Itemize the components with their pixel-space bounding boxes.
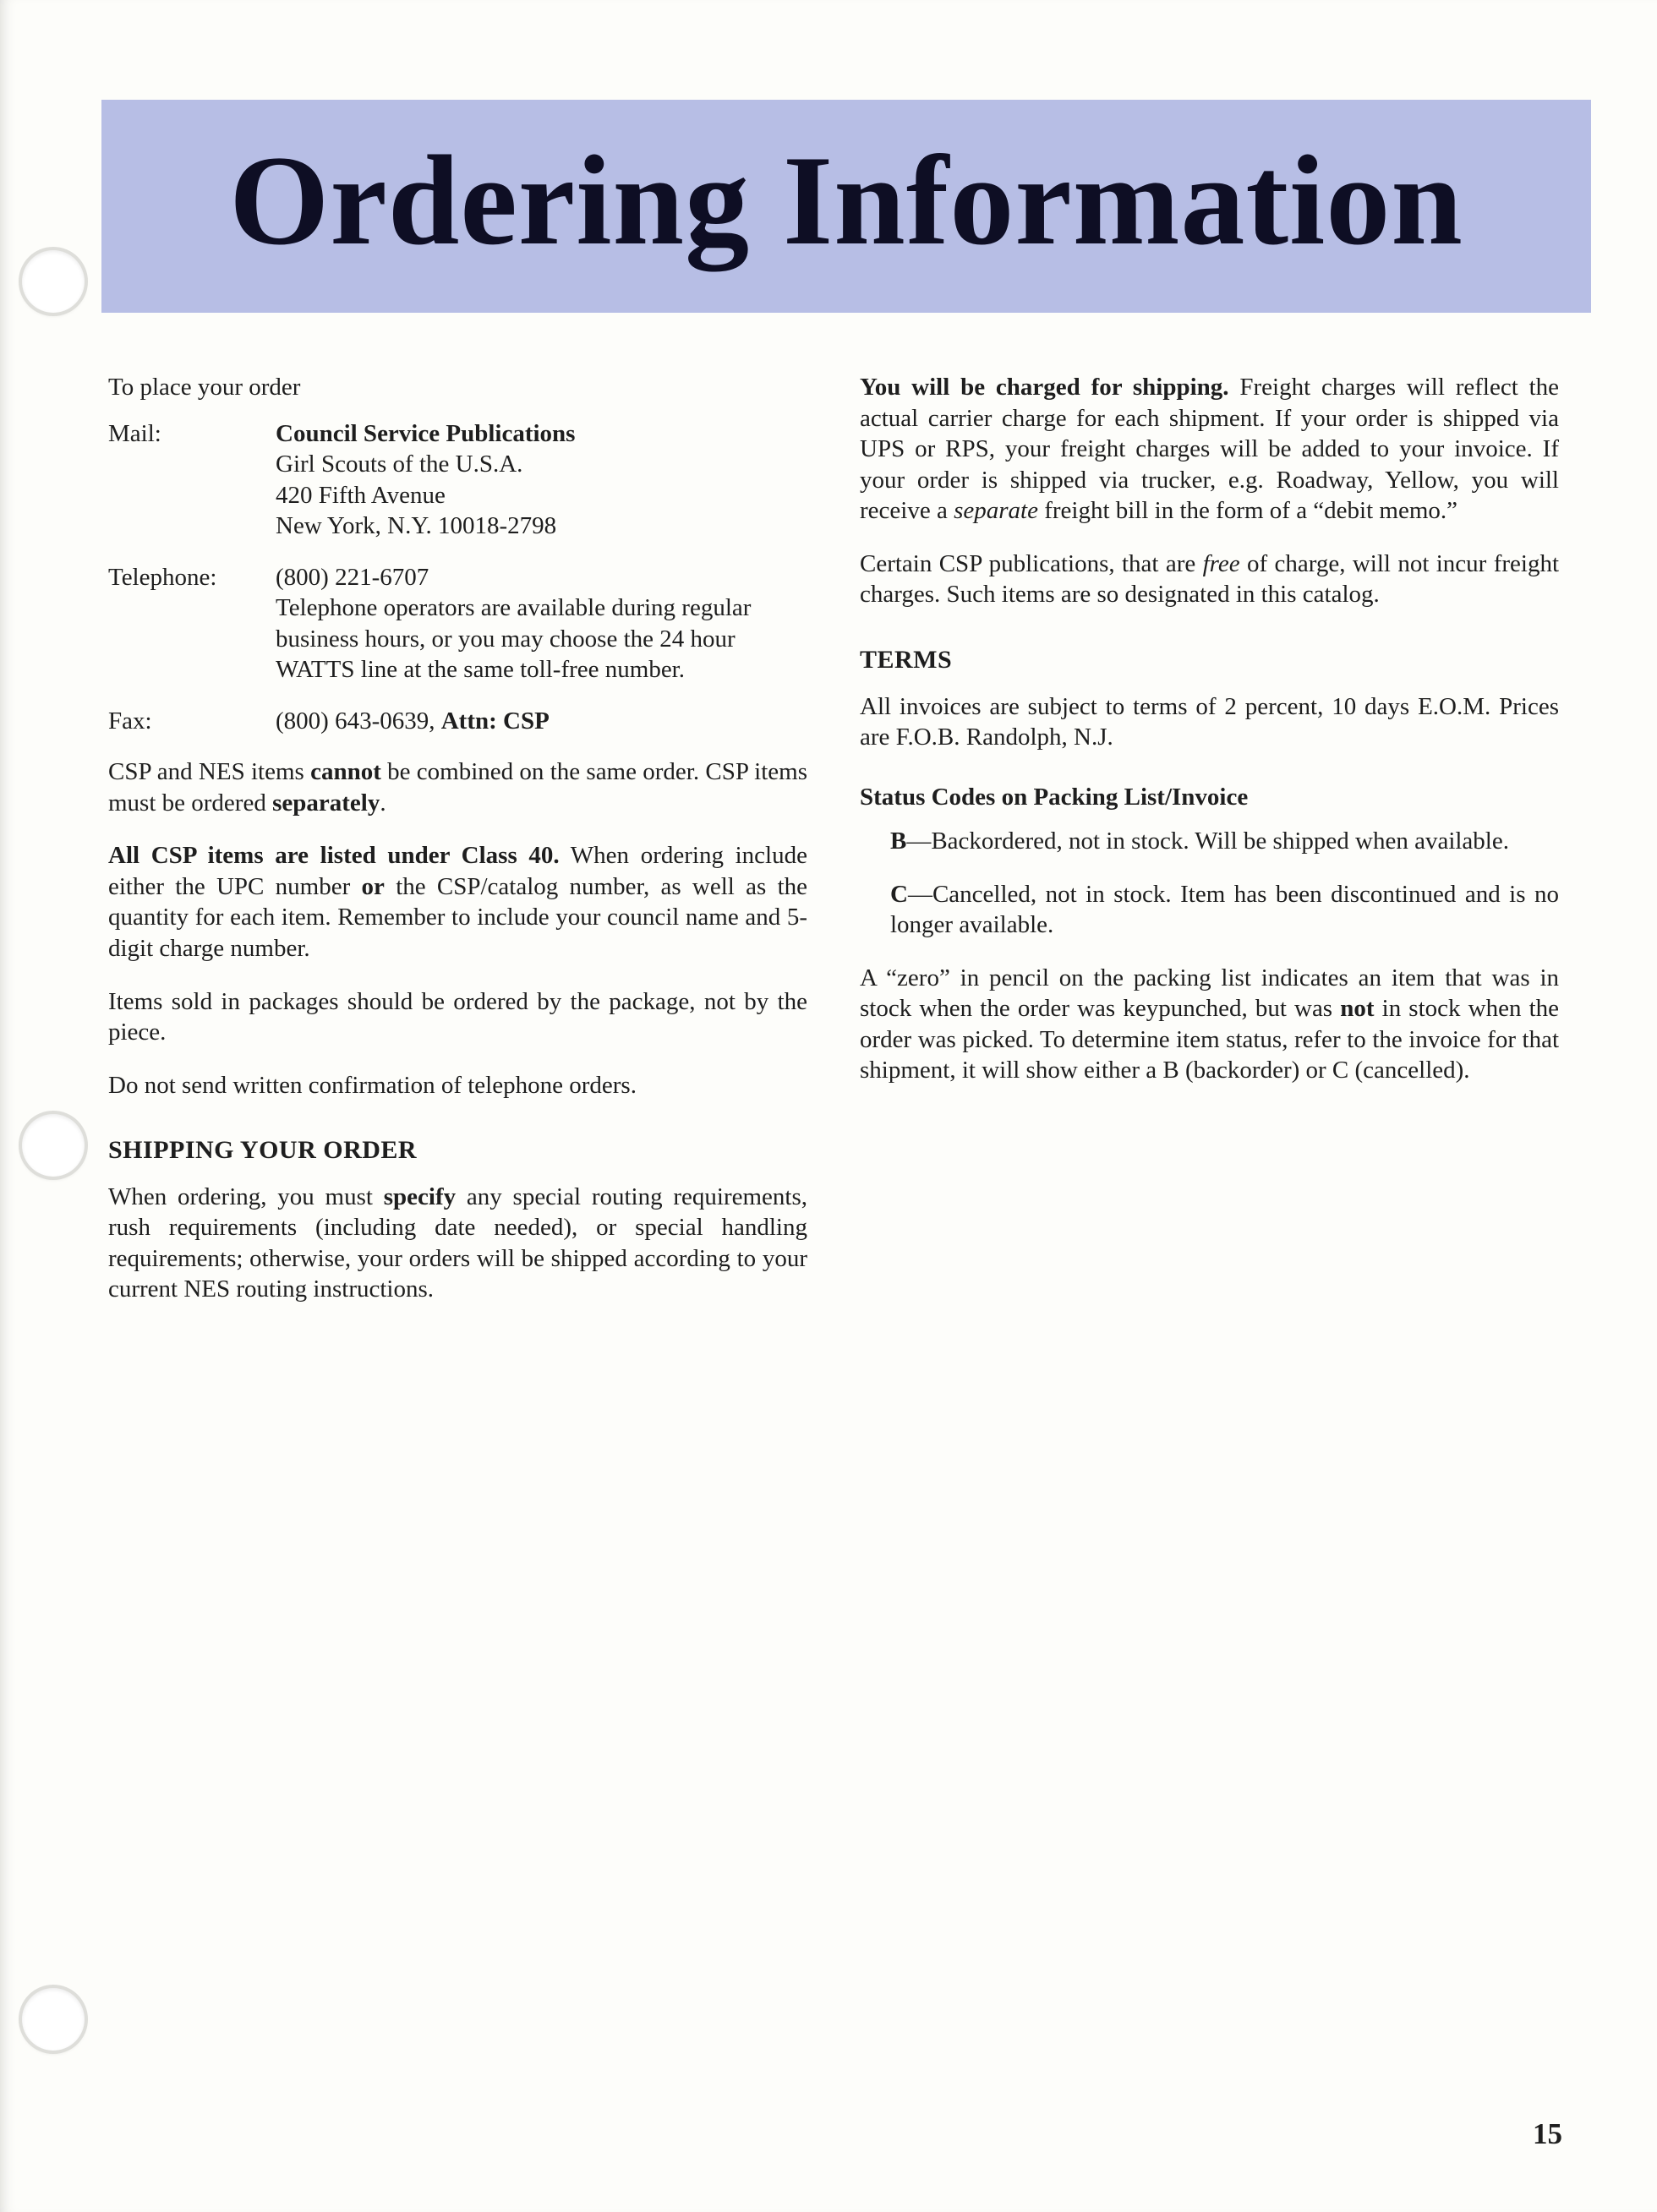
right-column <box>860 372 1559 1327</box>
mail-label: Mail: <box>108 419 161 447</box>
telephone-label: Telephone: <box>108 563 217 591</box>
status-codes-heading: Status Codes on Packing List/Invoice <box>860 783 1249 811</box>
telephone-row <box>108 562 807 685</box>
fax-label: Fax: <box>108 707 152 735</box>
paragraph-confirmation: Do not send written confirmation of telephone orders. <box>108 1071 637 1099</box>
paragraph-charged-shipping: You will be charged for shipping. Freight charges will reflect the actual carrier charge for each shipment. If your order is shipped via UPS or RPS, your freight charges will be added to your invoice. If your order is shipped via trucker, e.g. Roadway, Yellow, you will receive a separate freight bill in the form of a “debit memo.” <box>860 374 1559 525</box>
page-number: 15 <box>1533 2117 1562 2150</box>
paragraph-free-publications: Certain CSP publications, that are free of charge, will not incur freight charges. Such items are so designated in this catalog. <box>860 549 1559 609</box>
paragraph-packages: Items sold in packages should be ordered by the package, not by the piece. <box>108 987 807 1046</box>
paragraph-class40: All CSP items are listed under Class 40. When ordering include either the UPC number or the CSP/catalog number, as well as the quantity for each item. Remember to include your council name and 5-digit charge number. <box>108 842 807 962</box>
mail-value <box>276 418 807 542</box>
status-code-b: B—Backordered, not in stock. Will be shipped when available. <box>890 827 1509 855</box>
fax-value: (800) 643-0639, Attn: CSP <box>276 707 550 735</box>
paragraph-csp-nes: CSP and NES items cannot be combined on the same order. CSP items must be ordered separately. <box>108 758 807 817</box>
intro-line: To place your order <box>108 374 301 401</box>
status-code-c: C—Cancelled, not in stock. Item has been discontinued and is no longer available. <box>890 880 1559 939</box>
mail-address-line: Girl Scouts of the U.S.A. <box>276 451 523 478</box>
fax-row <box>108 706 807 737</box>
paragraph-shipping: When ordering, you must specify any special routing requirements, rush requirements (including date needed), or special handling requirements; otherwise, your orders will be shipped according to your current NES routing instructions. <box>108 1182 807 1303</box>
title-banner <box>101 100 1591 313</box>
hole-punch-icon <box>22 1988 85 2051</box>
hole-punch-icon <box>22 250 85 313</box>
paragraph-terms: All invoices are subject to terms of 2 percent, 10 days E.O.M. Prices are F.O.B. Randolph, N.J. <box>860 692 1559 751</box>
mail-address-line: New York, N.Y. 10018-2798 <box>276 512 557 540</box>
terms-heading: TERMS <box>860 645 953 674</box>
mail-org: Council Service Publications <box>276 419 576 447</box>
page-title: Ordering Information <box>229 129 1463 271</box>
telephone-value <box>276 562 807 685</box>
content-columns <box>108 372 1559 1327</box>
mail-address-line: 420 Fifth Avenue <box>276 481 446 509</box>
shipping-heading: SHIPPING YOUR ORDER <box>108 1136 418 1165</box>
mail-row <box>108 418 807 542</box>
telephone-note: Telephone operators are available during regular business hours, or you may choose the 24 hour WATTS line at the same toll-free number. <box>276 594 752 684</box>
hole-punch-icon <box>22 1114 85 1177</box>
paragraph-zero-note: A “zero” in pencil on the packing list indicates an item that was in stock when the order was keypunched, but was not in stock when the order was picked. To determine item status, refer to the invoice for that shipment, it will show either a B (backorder) or C (cancelled). <box>860 964 1560 1084</box>
telephone-number: (800) 221-6707 <box>276 563 429 591</box>
left-column <box>108 372 807 1327</box>
